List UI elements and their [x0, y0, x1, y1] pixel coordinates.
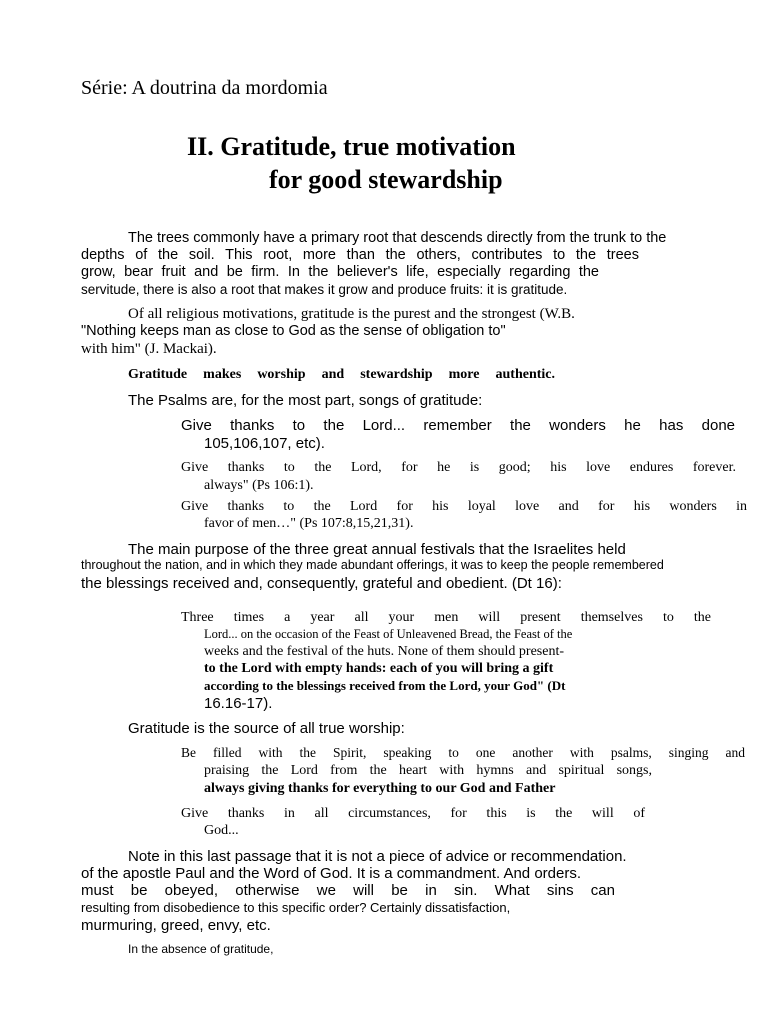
- paragraph-2-line-2: "Nothing keeps man as close to God as the sense of obligation to": [81, 323, 506, 339]
- paragraph-1-line-1: The trees commonly have a primary root that descends directly from the trunk to the: [128, 230, 667, 246]
- paragraph-3-line-3: the blessings received and, consequently, grateful and obedient. (Dt 16):: [81, 575, 562, 592]
- paragraph-4-line-3: must be obeyed, otherwise we will be in sin. What sins can: [81, 882, 615, 899]
- paragraph-1-line-4: servitude, there is also a root that makes it grow and produce fruits: it is gratitude.: [81, 282, 568, 297]
- quote-2-line-1: Give thanks to the Lord, for he is good; his love endures forever.: [181, 460, 736, 475]
- paragraph-4-line-4: resulting from disobedience to this specific order? Certainly dissatisfaction,: [81, 900, 511, 915]
- quote-4-line-4: to the Lord with empty hands: each of you will bring a gift: [204, 661, 554, 676]
- quote-1-line-2: 105,106,107, etc).: [204, 435, 325, 452]
- quote-5-line-3: always giving thanks for everything to our God and Father: [204, 781, 556, 796]
- page-title-line-2: for good stewardship: [269, 165, 503, 194]
- quote-3-line-2: favor of men…" (Ps 107:8,15,21,31).: [204, 516, 414, 531]
- series-title: Série: A doutrina da mordomia: [81, 77, 328, 99]
- section-heading: Gratitude makes worship and stewardship more authentic.: [128, 367, 555, 382]
- paragraph-4-line-5: murmuring, greed, envy, etc.: [81, 917, 271, 934]
- paragraph-2-line-3: with him" (J. Mackai).: [81, 341, 217, 357]
- quote-5-line-2: praising the Lord from the heart with hymns and spiritual songs,: [204, 763, 652, 778]
- quote-6-line-1: Give thanks in all circumstances, for this is the will of: [181, 806, 645, 821]
- quote-4-line-1: Three times a year all your men will present themselves to the: [181, 610, 711, 625]
- page-title-line-1: II. Gratitude, true motivation: [187, 132, 516, 161]
- paragraph-1-line-3: grow, bear fruit and be firm. In the believer's life, especially regarding the: [81, 264, 599, 280]
- quote-6-line-2: God...: [204, 823, 239, 838]
- worship-intro: Gratitude is the source of all true worship:: [128, 720, 405, 737]
- quote-5-line-1: Be filled with the Spirit, speaking to one another with psalms, singing and: [181, 745, 745, 760]
- quote-1-line-1: Give thanks to the Lord... remember the wonders he has done: [181, 417, 735, 434]
- paragraph-3-line-2: throughout the nation, and in which they made abundant offerings, it was to keep the people remembered: [81, 558, 664, 572]
- paragraph-4-line-2: of the apostle Paul and the Word of God. It is a commandment. And orders.: [81, 865, 582, 882]
- quote-2-line-2: always" (Ps 106:1).: [204, 478, 314, 493]
- paragraph-1-line-2: depths of the soil. This root, more than the others, contributes to the trees: [81, 247, 639, 263]
- quote-4-line-6: 16.16-17).: [204, 695, 273, 712]
- quote-4-line-5: according to the blessings received from the Lord, your God" (Dt: [204, 678, 566, 693]
- paragraph-4-line-1: Note in this last passage that it is not a piece of advice or recommendation.: [128, 848, 627, 865]
- quote-4-line-2: Lord... on the occasion of the Feast of Unleavened Bread, the Feast of the: [204, 627, 573, 641]
- paragraph-2-line-1: Of all religious motivations, gratitude is the purest and the strongest (W.B.: [128, 306, 575, 322]
- quote-4-line-3: weeks and the festival of the huts. None of them should present-: [204, 644, 565, 659]
- quote-3-line-1: Give thanks to the Lord for his loyal love and for his wonders in: [181, 499, 747, 514]
- paragraph-3-line-1: The main purpose of the three great annual festivals that the Israelites held: [128, 541, 626, 558]
- psalms-intro: The Psalms are, for the most part, songs of gratitude:: [128, 392, 483, 409]
- closing-line: In the absence of gratitude,: [128, 942, 274, 956]
